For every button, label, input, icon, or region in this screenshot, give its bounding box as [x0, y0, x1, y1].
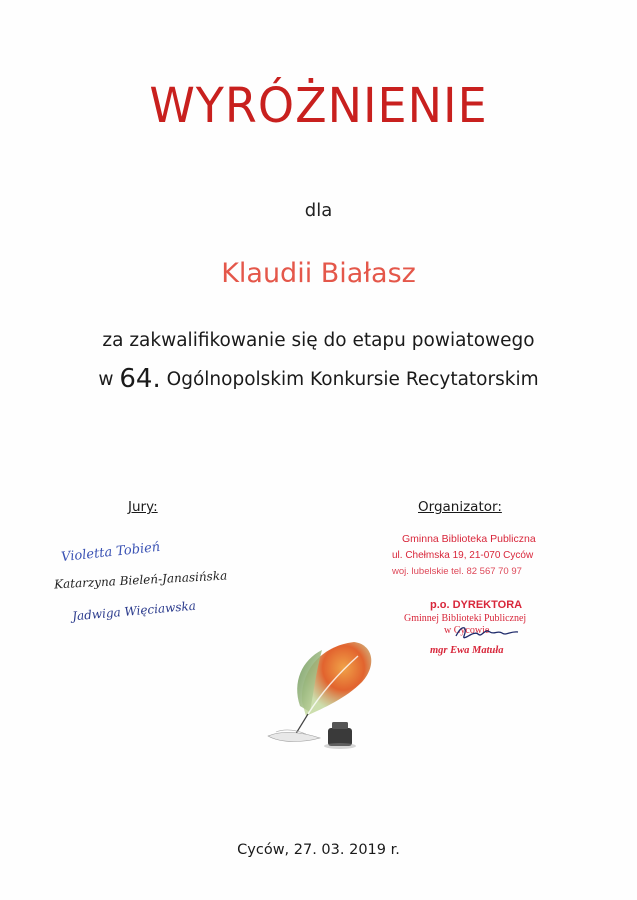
competition-edition-number: 64.	[119, 364, 161, 394]
jury-signature-3: Jadwiga Więciawska	[71, 598, 197, 624]
quill-inkwell-illustration	[262, 632, 392, 752]
jury-heading: Jury:	[128, 499, 158, 515]
director-title-stamp: p.o. DYREKTORA	[430, 599, 523, 611]
jury-signature-1: Violetta Tobień	[60, 539, 161, 566]
recipient-name: Klaudii Białasz	[221, 258, 416, 289]
library-stamp-phone: woj. lubelskie tel. 82 567 70 97	[392, 566, 522, 577]
director-signature	[452, 622, 522, 644]
director-name-stamp: mgr Ewa Matuła	[430, 645, 504, 656]
organizer-heading: Organizator:	[418, 499, 502, 515]
award-reason-line-2	[0, 364, 637, 394]
director-org-stamp-2: w Cycowie	[444, 625, 490, 636]
library-stamp-address: ul. Chełmska 19, 21-070 Cyców	[392, 550, 534, 561]
jury-signature-2: Katarzyna Bieleń-Janasińska	[53, 568, 228, 592]
director-org-stamp-1: Gminnej Biblioteki Publicznej	[404, 613, 527, 624]
competition-name: Ogólnopolskim Konkursie Recytatorskim	[166, 369, 539, 390]
for-word: dla	[304, 200, 333, 221]
diploma-title: WYRÓŻNIENIE	[149, 76, 488, 134]
library-stamp-name: Gminna Biblioteka Publiczna	[402, 533, 536, 545]
award-reason-line-1: za zakwalifikowanie się do etapu powiatowego	[102, 330, 535, 351]
issue-date: Cyców, 27. 03. 2019 r.	[237, 842, 400, 858]
reason-prefix: w	[98, 369, 114, 390]
